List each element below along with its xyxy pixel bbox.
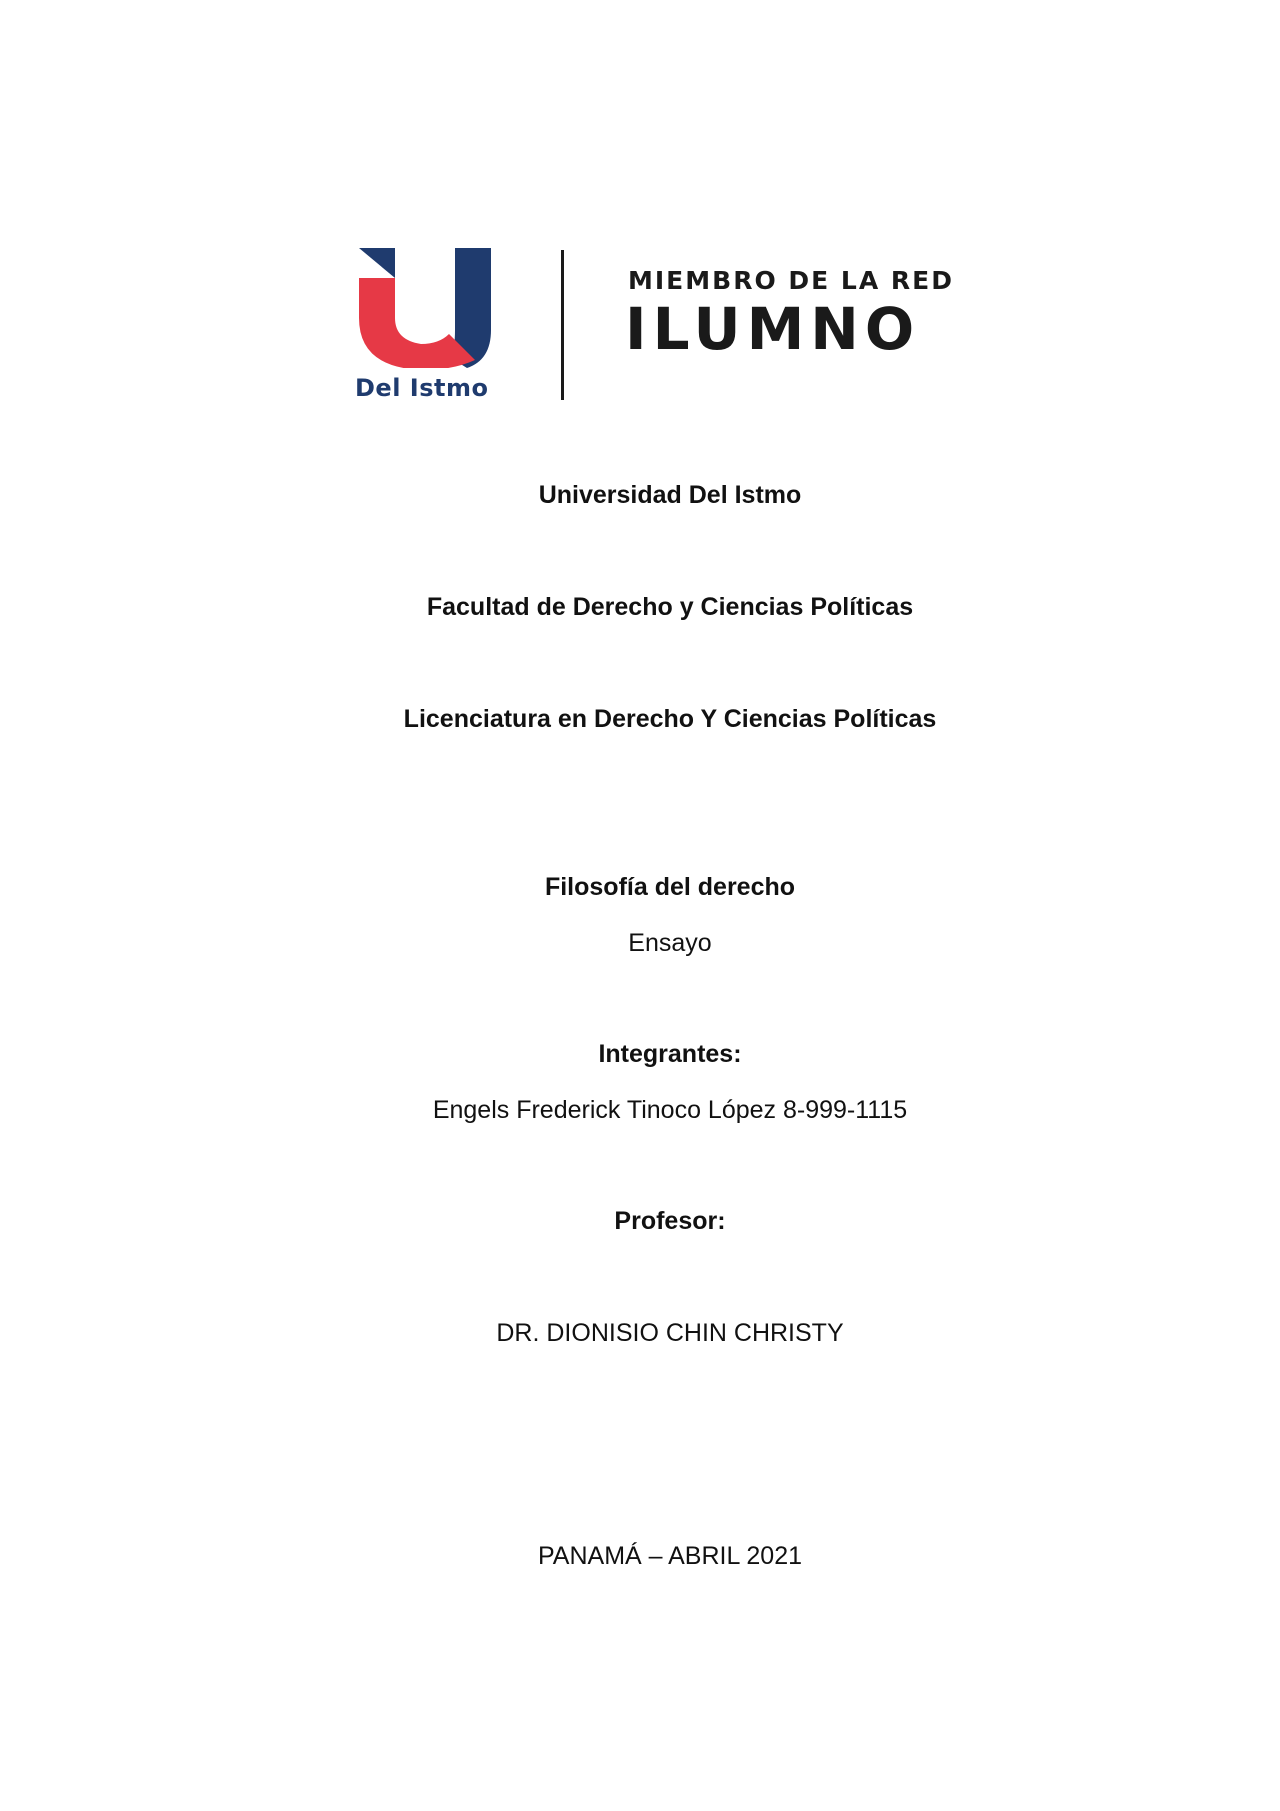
place-date: PANAMÁ – ABRIL 2021 xyxy=(537,1542,803,1570)
logo-divider xyxy=(561,250,564,400)
member-entry: Engels Frederick Tinoco López 8-999-1115 xyxy=(432,1096,908,1124)
logo-network-text: ILUMNO xyxy=(625,295,921,363)
degree-name: Licenciatura en Derecho Y Ciencias Políticas xyxy=(403,705,937,733)
work-type: Ensayo xyxy=(628,929,712,957)
university-logo xyxy=(355,248,995,404)
logo-member-text: MIEMBRO DE LA RED xyxy=(628,266,954,295)
university-name: Universidad Del Istmo xyxy=(538,481,802,509)
professor-label: Profesor: xyxy=(614,1207,726,1235)
course-name: Filosofía del derecho xyxy=(544,873,796,901)
u-logo-icon xyxy=(355,248,495,368)
logo-brand-text: Del Istmo xyxy=(355,374,489,402)
faculty-name: Facultad de Derecho y Ciencias Políticas xyxy=(426,593,914,621)
members-label: Integrantes: xyxy=(598,1040,742,1068)
professor-name: DR. DIONISIO CHIN CHRISTY xyxy=(496,1319,844,1347)
